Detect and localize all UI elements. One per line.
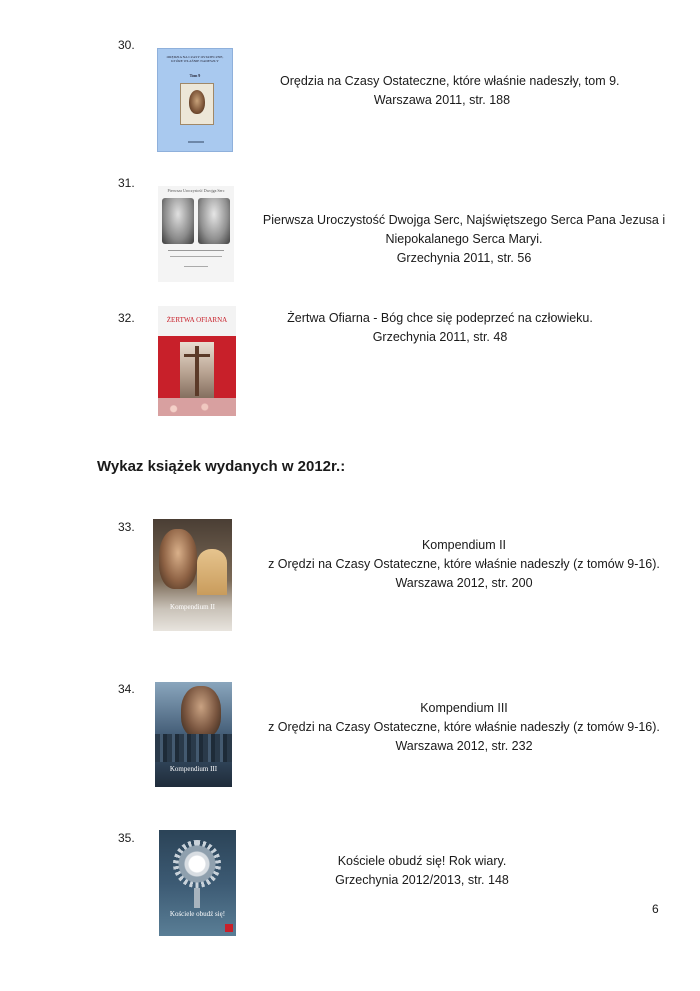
cover-title: ORĘDZIA NA CZASY OSTATECZNE, KTÓRE WŁAŚNIE NADESZŁY <box>166 55 224 63</box>
jesus-face-picture <box>181 686 221 738</box>
crucifix-picture <box>180 342 214 402</box>
jesus-face-picture <box>159 529 197 589</box>
section-heading: Wykaz książek wydanych w 2012r.: <box>97 458 346 475</box>
entry-number: 32. <box>118 311 135 325</box>
cover-title: Kompendium II <box>170 603 215 611</box>
book-cover-image <box>158 186 234 282</box>
monstrance-picture <box>173 840 221 888</box>
cover-title: Pierwsza Uroczystość Dwojga Serc <box>167 188 225 193</box>
entry-number: 30. <box>118 38 135 52</box>
entry-number: 35. <box>118 831 135 845</box>
entry-number: 34. <box>118 682 135 696</box>
cover-title: ŻERTWA OFIARNA <box>166 316 228 324</box>
entry-number: 33. <box>118 520 135 534</box>
book-cover-image <box>159 830 236 936</box>
entry-number: 31. <box>118 176 135 190</box>
immaculate-heart-picture <box>198 198 230 244</box>
book-description: Kompendium II z Orędzi na Czasy Ostateczne, które właśnie nadeszły (z tomów 9-16). Warszawa 2012, str. 200 <box>268 538 660 590</box>
book-description: Żertwa Ofiarna - Bóg chce się podeprzeć na człowieku. Grzechynia 2011, str. 48 <box>287 311 593 344</box>
book-description: Orędzia na Czasy Ostateczne, które właśnie nadeszły, tom 9. Warszawa 2011, str. 188 <box>280 74 620 107</box>
sacred-heart-picture <box>162 198 194 244</box>
basilica-picture <box>197 549 227 595</box>
book-cover-image <box>155 682 232 787</box>
jesus-face-picture <box>180 83 214 125</box>
city-skyline-picture <box>155 734 232 762</box>
book-cover-image <box>153 519 232 631</box>
publisher-logo <box>225 924 233 932</box>
book-cover-image <box>157 48 233 152</box>
page-number: 6 <box>652 902 659 916</box>
book-description: Kościele obudź się! Rok wiary. Grzechynia 2012/2013, str. 148 <box>335 854 509 887</box>
book-description: Kompendium III z Orędzi na Czasy Ostateczne, które właśnie nadeszły (z tomów 9-16). Warszawa 2012, str. 232 <box>268 701 660 753</box>
cover-subtitle: Tom 9 <box>189 73 201 78</box>
book-description: Pierwsza Uroczystość Dwojga Serc, Najświętszego Serca Pana Jezusa i Niepokalanego Serca Maryi. Grzechynia 2011, str. 56 <box>262 213 666 265</box>
book-cover-image <box>158 306 236 416</box>
cover-title: Kompendium III <box>169 765 218 773</box>
cover-title: Kościele obudź się! <box>169 910 226 918</box>
